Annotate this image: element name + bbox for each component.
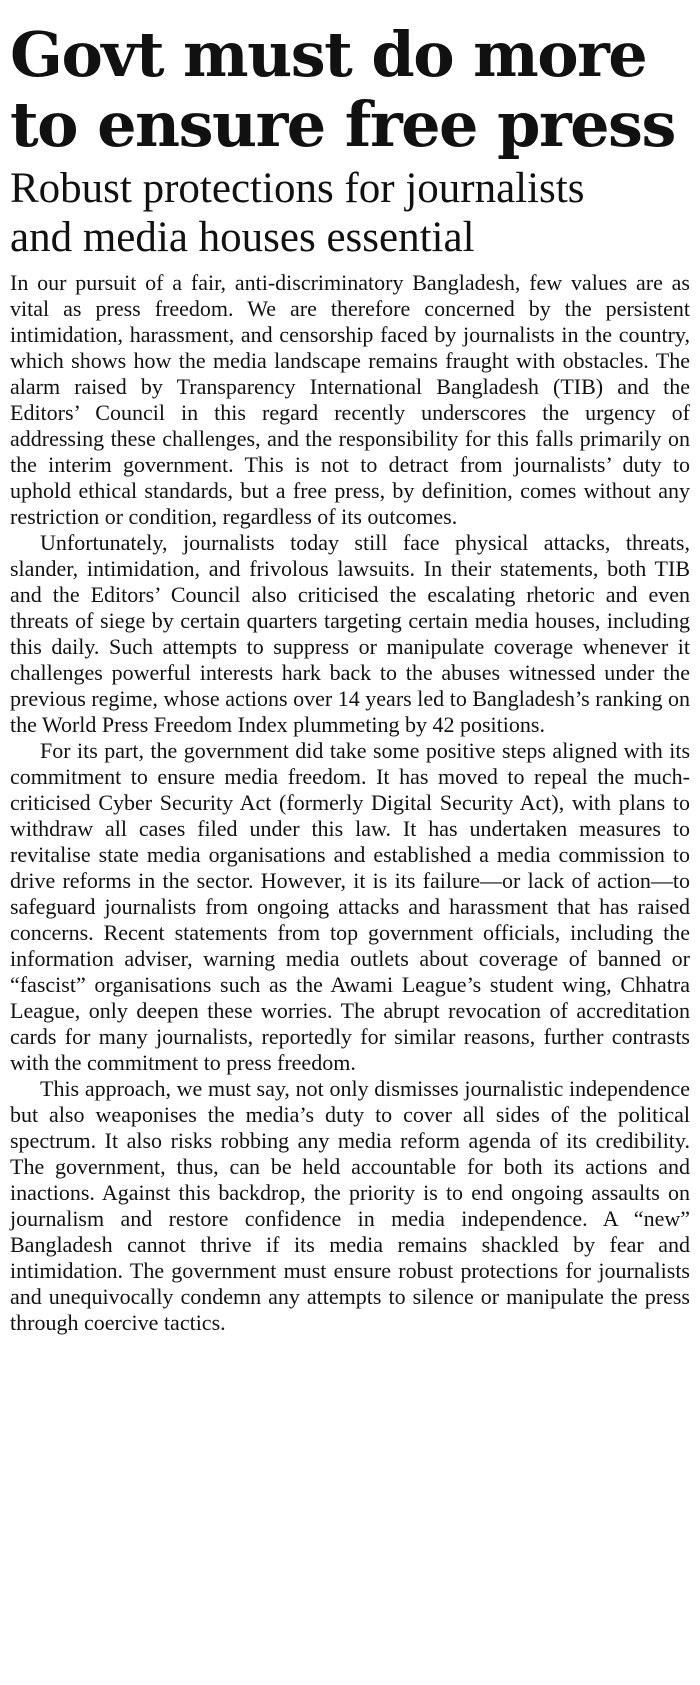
headline-line: to ensure free press	[10, 88, 675, 161]
body-paragraph: Unfortunately, journalists today still face physical attacks, threats, slander, intimidation, and frivolous lawsuits. In their statements, both TIB and the Editors’ Council also criticised the escalating rhetoric and even threats of siege by certain quarters targeting certain media houses, including this daily. Such attempts to suppress or manipulate coverage whenever it challenges powerful interests hark back to the abuses witnessed under the previous regime, whose actions over 14 years led to Bangladesh’s ranking on the World Press Freedom Index plummeting by 42 positions.	[10, 530, 690, 737]
subheadline-line: and media houses essential	[10, 214, 475, 261]
headline	[10, 20, 690, 160]
body-paragraph: This approach, we must say, not only dismisses journalistic independence but also weaponises the media’s duty to cover all sides of the political spectrum. It also risks robbing any media reform agenda of its credibility. The government, thus, can be held accountable for both its actions and inactions. Against this backdrop, the priority is to end ongoing assaults on journalism and restore confidence in media independence. A “new” Bangladesh cannot thrive if its media remains shackled by fear and intimidation. The government must ensure robust protections for journalists and unequivocally condemn any attempts to silence or manipulate the press through coercive tactics.	[10, 1076, 690, 1335]
subheadline	[10, 164, 690, 262]
body-paragraph: In our pursuit of a fair, anti-discriminatory Bangladesh, few values are as vital as press freedom. We are therefore concerned by the persistent intimidation, harassment, and censorship faced by journalists in the country, which shows how the media landscape remains fraught with obstacles. The alarm raised by Transparency International Bangladesh (TIB) and the Editors’ Council in this regard recently underscores the urgency of addressing these challenges, and the responsibility for this falls primarily on the interim government. This is not to detract from journalists’ duty to uphold ethical standards, but a free press, by definition, comes without any restriction or condition, regardless of its outcomes.	[10, 270, 690, 529]
headline-line: Govt must do more	[10, 18, 647, 91]
article-body	[10, 270, 690, 1336]
body-paragraph: For its part, the government did take some positive steps aligned with its commitment to ensure media freedom. It has moved to repeal the much-criticised Cyber Security Act (formerly Digital Security Act), with plans to withdraw all cases filed under this law. It has undertaken measures to revitalise state media organisations and established a media commission to drive reforms in the sector. However, it is its failure—or lack of action—to safeguard journalists from ongoing attacks and harassment that has raised concerns. Recent statements from top government officials, including the information adviser, warning media outlets about coverage of banned or “fascist” organisations such as the Awami League’s student wing, Chhatra League, only deepen these worries. The abrupt revocation of accreditation cards for many journalists, reportedly for similar reasons, further contrasts with the commitment to press freedom.	[10, 738, 690, 1075]
subheadline-line: Robust protections for journalists	[10, 165, 585, 212]
